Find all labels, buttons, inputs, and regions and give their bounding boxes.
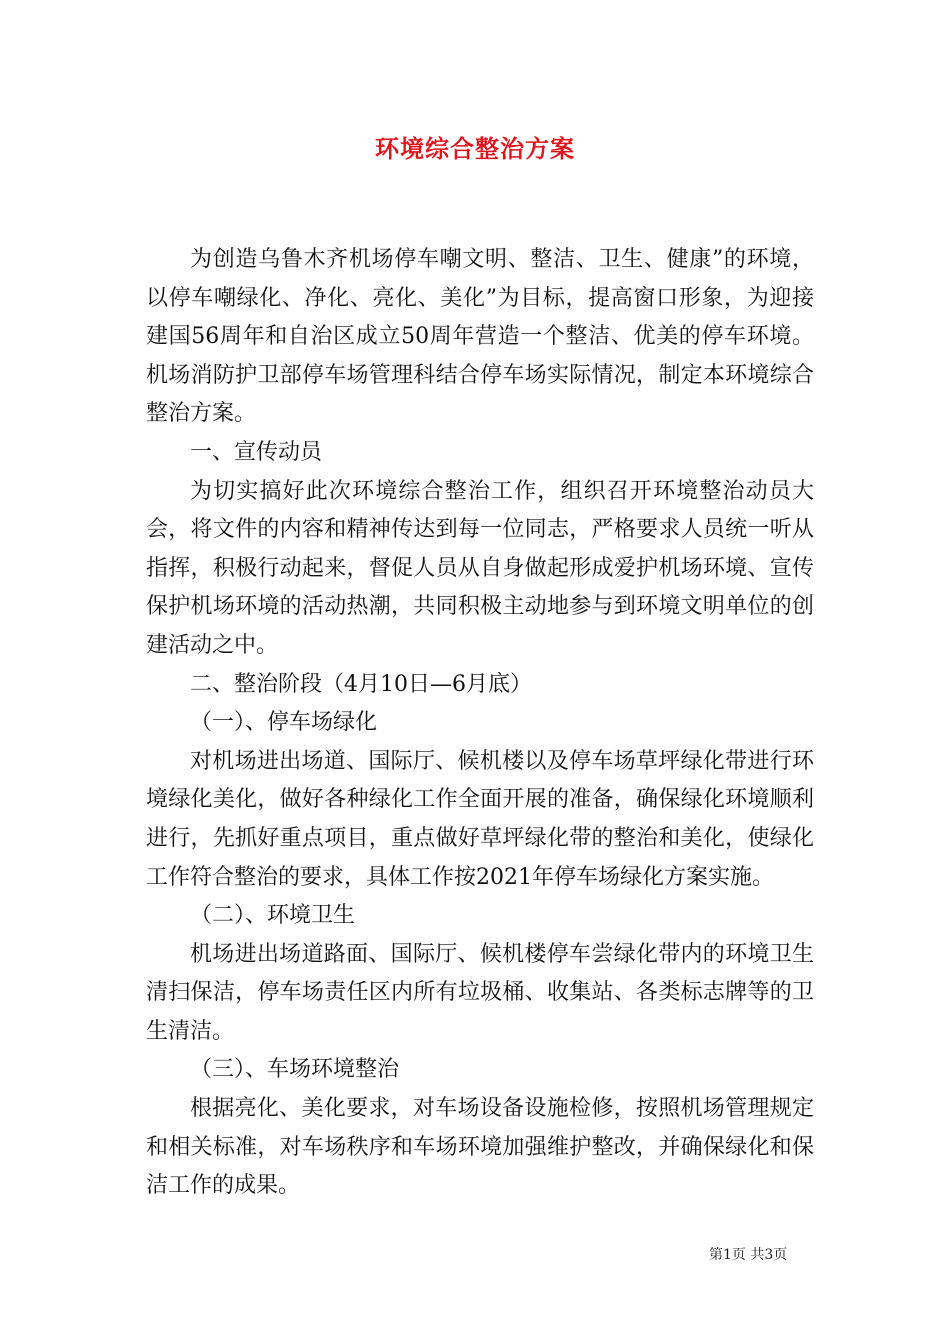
page-number-footer: 第1页 共3页	[709, 1247, 788, 1263]
section-heading-publicity: 一、宣传动员	[190, 439, 323, 465]
subsection-heading-lot-environment: （三）、车场环境整治	[190, 1057, 400, 1083]
lot-environment-paragraph: 根据亮化、美化要求，对车场设备设施检修，按照机场管理规定和相关标准，对车场秩序和车场环境加强维护整改，并确保绿化和保洁工作的成果。	[146, 1096, 814, 1199]
subsection-heading-sanitation: （二）、环境卫生	[190, 903, 356, 929]
intro-paragraph: 为创造乌鲁木齐机场停车嘲文明、整洁、卫生、健康”的环境，以停车嘲绿化、净化、亮化、美化”为目标，提高窗口形象，为迎接建国56周年和自治区成立50周年营造一个整洁、优美的停车环境。机场消防护卫部停车场管理科结合停车场实际情况，制定本环境综合整治方案。	[146, 247, 814, 427]
section-heading-rectification-stage: 二、整治阶段（4月10日—6月底）	[190, 671, 532, 697]
greening-paragraph: 对机场进出场道、国际厅、候机楼以及停车场草坪绿化带进行环境绿化美化，做好各种绿化工作全面开展的准备，确保绿化环境顺利进行，先抓好重点项目，重点做好草坪绿化带的整治和美化，使绿化工作符合整治的要求，具体工作按2021年停车场绿化方案实施。	[146, 748, 814, 890]
document-body	[146, 241, 814, 1206]
subsection-heading-greening: （一）、停车场绿化	[190, 710, 378, 736]
sanitation-paragraph: 机场进出场道路面、国际厅、候机楼停车尝绿化带内的环境卫生清扫保洁，停车场责任区内所有垃圾桶、收集站、各类标志牌等的卫生清洁。	[146, 941, 814, 1044]
document-title: 环境综合整治方案	[375, 134, 575, 163]
publicity-paragraph: 为切实搞好此次环境综合整治工作，组织召开环境整治动员大会，将文件的内容和精神传达到每一位同志，严格要求人员统一听从指挥，积极行动起来，督促人员从自身做起形成爱护机场环境、宣传保护机场环境的活动热潮，共同积极主动地参与到环境文明单位的创建活动之中。	[146, 478, 814, 658]
